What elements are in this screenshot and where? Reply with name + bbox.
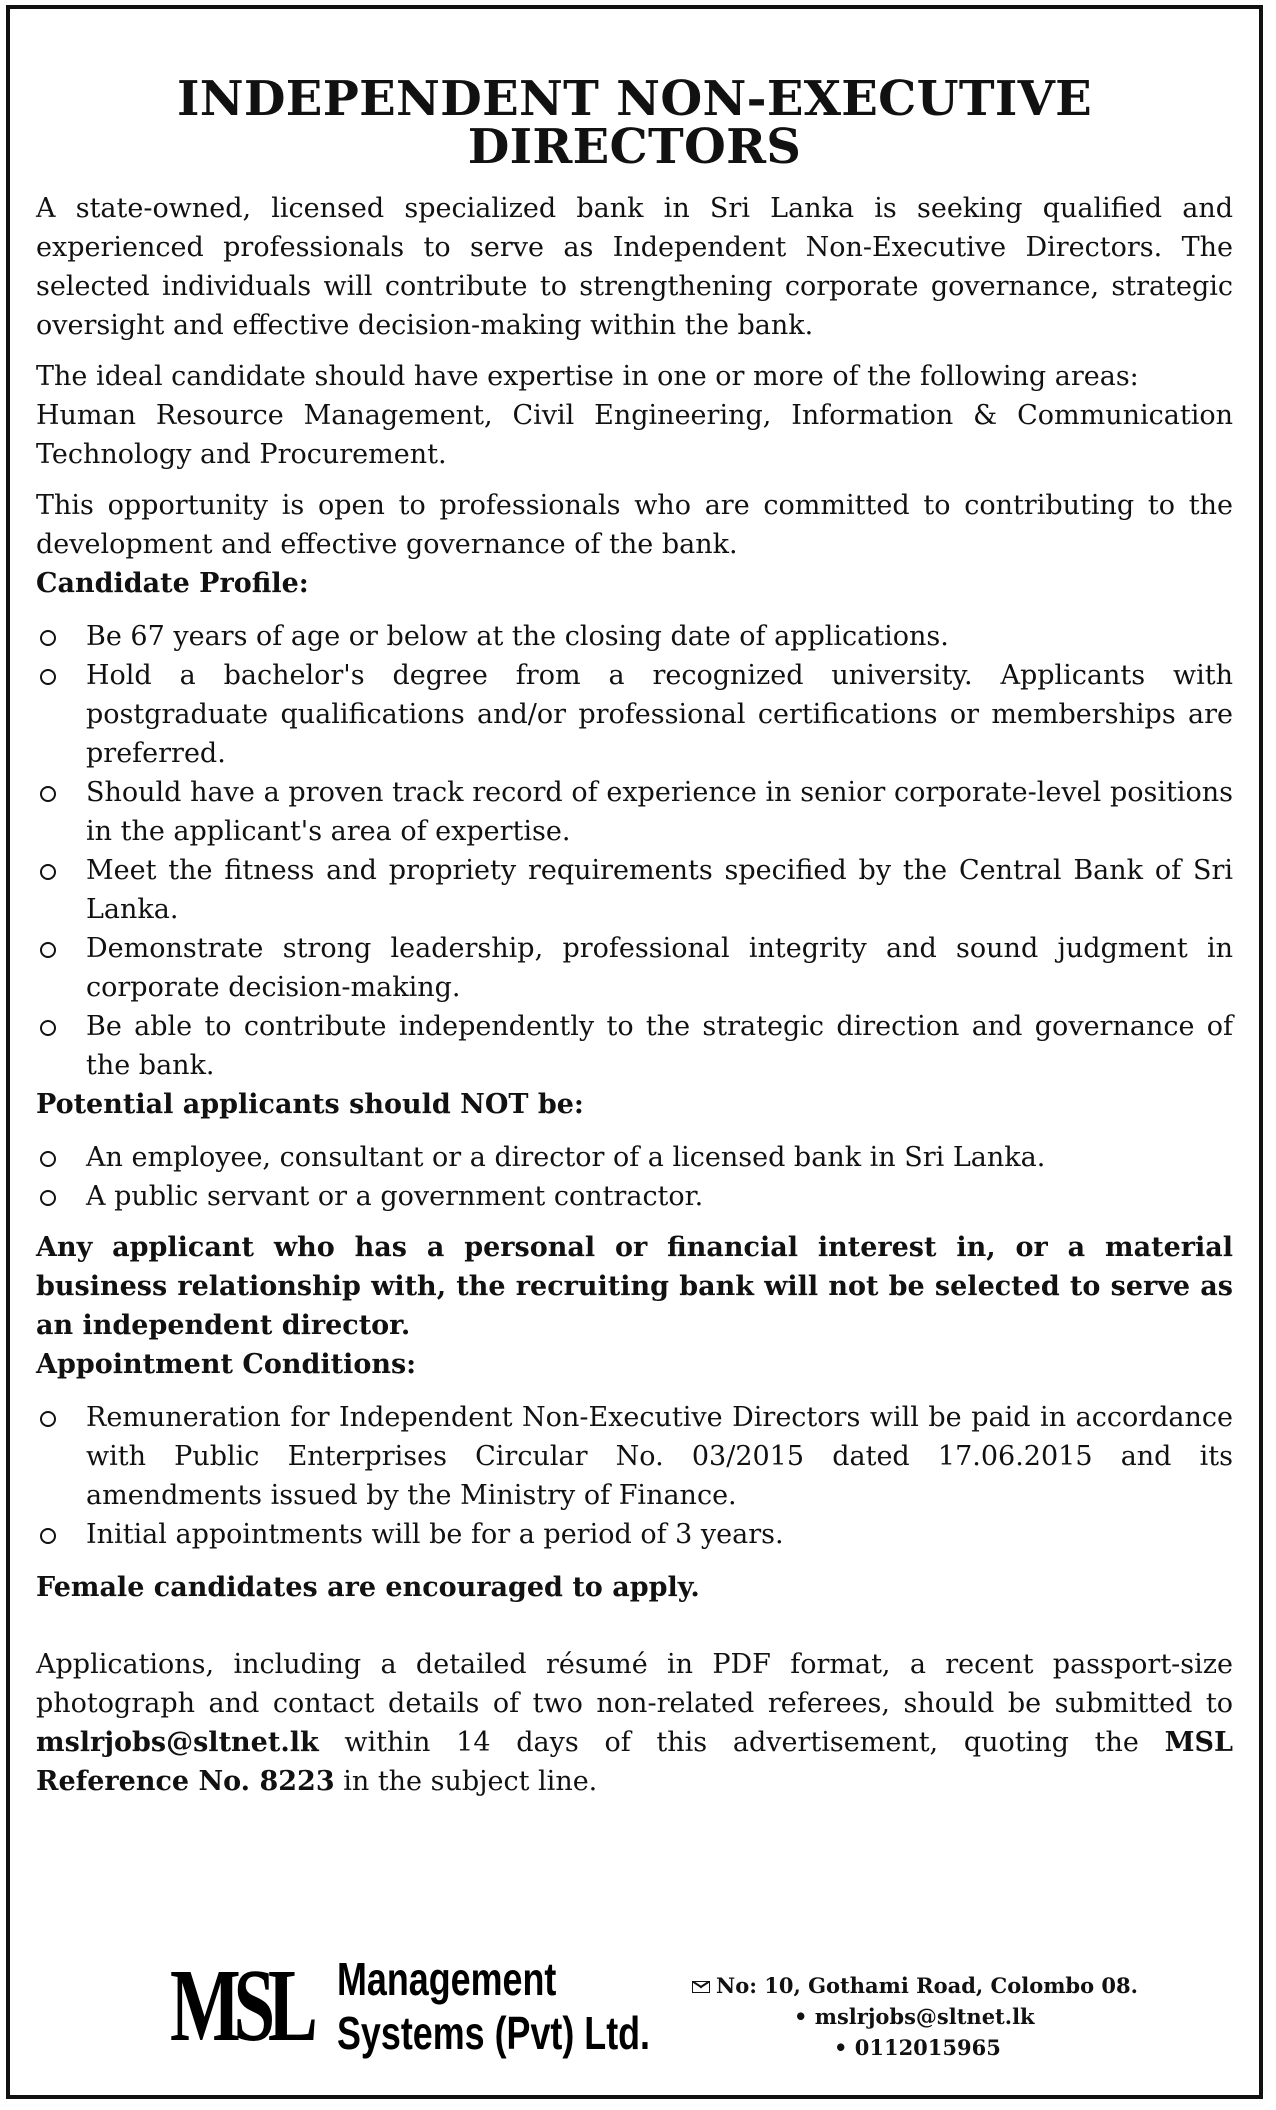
- company-name-line-1: Management: [337, 1953, 557, 2005]
- intro-paragraph: A state-owned, licensed specialized bank in Sri Lanka is seeking qualified and experienced professionals to serve as Independent Non-Executive Directors. The selected individuals will contribute to strengthening corporate governance, strategic oversight and effective decision-making within the bank.: [36, 193, 1233, 341]
- application-email-link[interactable]: mslrjobs@sltnet.lk: [36, 1727, 319, 1758]
- list-item: [36, 1398, 1233, 1515]
- circle-bullet-icon: [40, 1411, 56, 1427]
- contact-email[interactable]: • mslrjobs@sltnet.lk: [794, 2004, 1035, 2029]
- opportunity-paragraph: This opportunity is open to professionals who are committed to contributing to the development and effective governance of the bank.: [36, 490, 1233, 560]
- msl-logo: MSL: [170, 1948, 311, 2063]
- circle-bullet-icon: [40, 1190, 56, 1206]
- expertise-intro: [36, 357, 1233, 474]
- list-item-text: A public servant or a government contractor.: [86, 1181, 704, 1212]
- list-item-text: Be able to contribute independently to the strategic direction and governance of the bank.: [86, 1011, 1233, 1081]
- list-item: [36, 1515, 1233, 1554]
- circle-bullet-icon: [40, 864, 56, 880]
- circle-bullet-icon: [40, 942, 56, 958]
- address-row: [692, 1970, 1138, 2001]
- circle-bullet-icon: [40, 1528, 56, 1544]
- list-item-text: Meet the fitness and propriety requirements specified by the Central Bank of Sri Lanka.: [86, 855, 1233, 925]
- mail-icon: [692, 1981, 710, 1993]
- page-title: INDEPENDENT NON-EXECUTIVE DIRECTORS: [176, 71, 1093, 175]
- circle-bullet-icon: [40, 1020, 56, 1036]
- list-item-text: An employee, consultant or a director of a licensed bank in Sri Lanka.: [86, 1142, 1046, 1173]
- appointment-heading: Appointment Conditions:: [36, 1349, 417, 1380]
- list-item: [36, 851, 1233, 929]
- reference-number: MSL Reference No. 8223: [36, 1727, 1233, 1797]
- company-name: [337, 1952, 650, 2060]
- list-item: [36, 656, 1233, 773]
- footer: [10, 1944, 1259, 2074]
- list-item: [36, 773, 1233, 851]
- list-item-text: Demonstrate strong leadership, professional integrity and sound judgment in corporate decision-making.: [86, 933, 1233, 1003]
- contact-block: [692, 1970, 1138, 2063]
- application-text-1: Applications, including a detailed résumé in PDF format, a recent passport-size photograph and contact details of two non-related referees, should be submitted to: [36, 1649, 1233, 1719]
- circle-bullet-icon: [40, 1151, 56, 1167]
- list-item: [36, 1177, 1233, 1216]
- list-item-text: Initial appointments will be for a period of 3 years.: [86, 1519, 784, 1550]
- not-be-heading: Potential applicants should NOT be:: [36, 1089, 584, 1120]
- female-notice: Female candidates are encouraged to apply.: [36, 1572, 700, 1603]
- list-item: [36, 617, 1233, 656]
- candidate-profile-heading: Candidate Profile:: [36, 568, 309, 599]
- list-item: [36, 1007, 1233, 1085]
- company-name-line-2: Systems (Pvt) Ltd.: [337, 2007, 651, 2059]
- circle-bullet-icon: [40, 630, 56, 646]
- advertisement-page: [6, 5, 1263, 2099]
- appointment-list: [36, 1398, 1233, 1554]
- list-item: [36, 929, 1233, 1007]
- application-instructions: [36, 1645, 1233, 1801]
- expertise-areas: Human Resource Management, Civil Engineering, Information & Communication Technology and Procurement.: [36, 400, 1233, 470]
- interest-notice: Any applicant who has a personal or financial interest in, or a material business relationship with, the recruiting bank will not be selected to serve as an independent director.: [36, 1232, 1233, 1341]
- circle-bullet-icon: [40, 669, 56, 685]
- not-be-list: [36, 1138, 1233, 1216]
- advert-body: [36, 189, 1233, 1801]
- expertise-lead: The ideal candidate should have expertise in one or more of the following areas:: [36, 361, 1139, 392]
- application-text-3: in the subject line.: [334, 1766, 598, 1797]
- list-item-text: Hold a bachelor's degree from a recognized university. Applicants with postgraduate qualifications and/or professional certifications or memberships are preferred.: [86, 660, 1233, 769]
- list-item-text: Remuneration for Independent Non-Executive Directors will be paid in accordance with Public Enterprises Circular No. 03/2015 dated 17.06.2015 and its amendments issued by the Ministry of Finance.: [86, 1402, 1233, 1511]
- application-text-2: within 14 days of this advertisement, quoting the: [318, 1727, 1165, 1758]
- list-item: [36, 1138, 1233, 1177]
- list-item-text: Be 67 years of age or below at the closing date of applications.: [86, 621, 949, 652]
- candidate-profile-list: [36, 617, 1233, 1085]
- list-item-text: Should have a proven track record of experience in senior corporate-level positions in the applicant's area of expertise.: [86, 777, 1233, 847]
- contact-phone: • 0112015965: [834, 2035, 1001, 2060]
- circle-bullet-icon: [40, 786, 56, 802]
- address-text: No: 10, Gothami Road, Colombo 08.: [716, 1973, 1138, 1998]
